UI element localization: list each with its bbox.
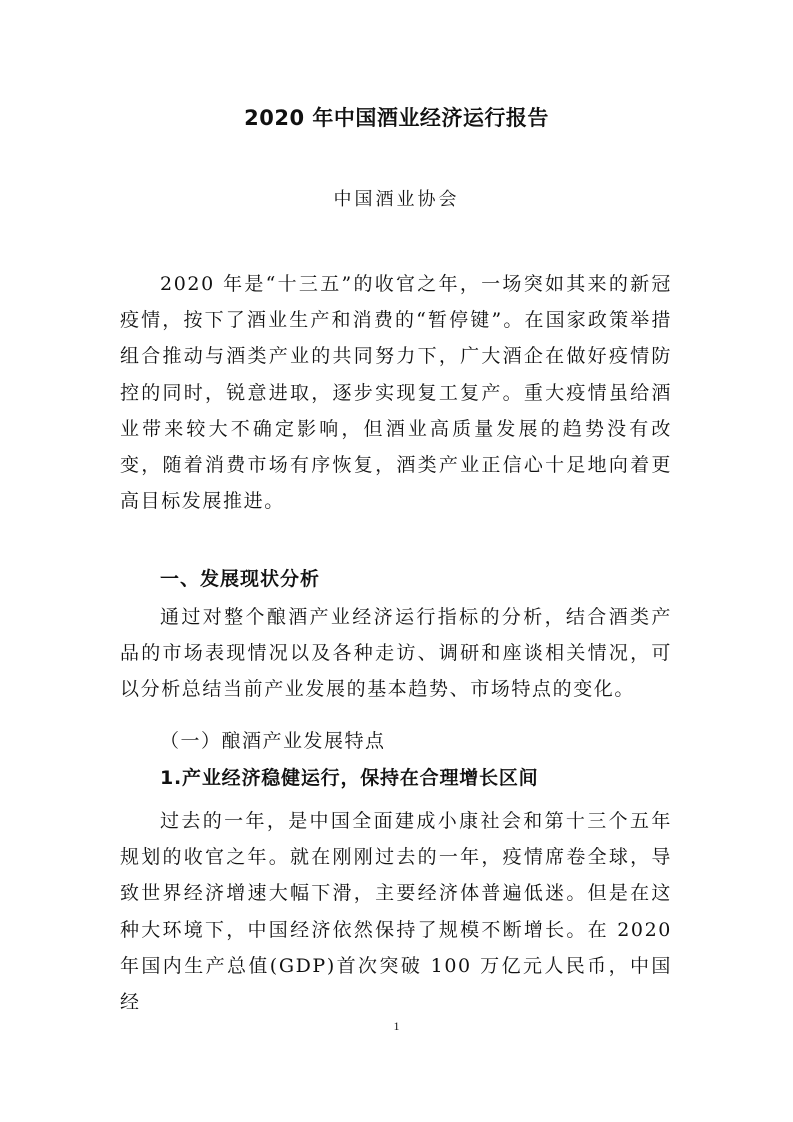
point-1-paragraph: 过去的一年，是中国全面建成小康社会和第十三个五年规划的收官之年。就在刚刚过去的一年，疫情席卷全球，导致世界经济增速大幅下滑，主要经济体普遍低迷。但是在这种大环境下，中国经济依然保持了规模不断增长。在 2020 年国内生产总值(GDP)首次突破 100 万亿元人民币，中国经: [120, 810, 672, 1014]
subsection-heading-features: （一）酿酒产业发展特点: [160, 730, 386, 752]
section-heading-development-analysis: 一、发展现状分析: [160, 568, 321, 590]
section-1-paragraph: 通过对整个酿酒产业经济运行指标的分析，结合酒类产品的市场表现情况以及各种走访、调研和座谈相关情况，可以分析总结当前产业发展的基本趋势、市场特点的变化。: [120, 606, 672, 701]
document-organization: 中国酒业协会: [333, 189, 460, 210]
page-number: 1: [393, 1019, 400, 1033]
document-title: 2020 年中国酒业经济运行报告: [244, 106, 549, 130]
point-heading-steady-growth: 1.产业经济稳健运行，保持在合理增长区间: [160, 767, 539, 789]
intro-paragraph: 2020 年是“十三五”的收官之年，一场突如其来的新冠疫情，按下了酒业生产和消费的“暂停键”。在国家政策举措组合推动与酒类产业的共同努力下，广大酒企在做好疫情防控的同时，锐意进取，逐步实现复工复产。重大疫情虽给酒业带来较大不确定影响，但酒业高质量发展的趋势没有改变，随着消费市场有序恢复，酒类产业正信心十足地向着更高目标发展推进。: [120, 273, 672, 513]
